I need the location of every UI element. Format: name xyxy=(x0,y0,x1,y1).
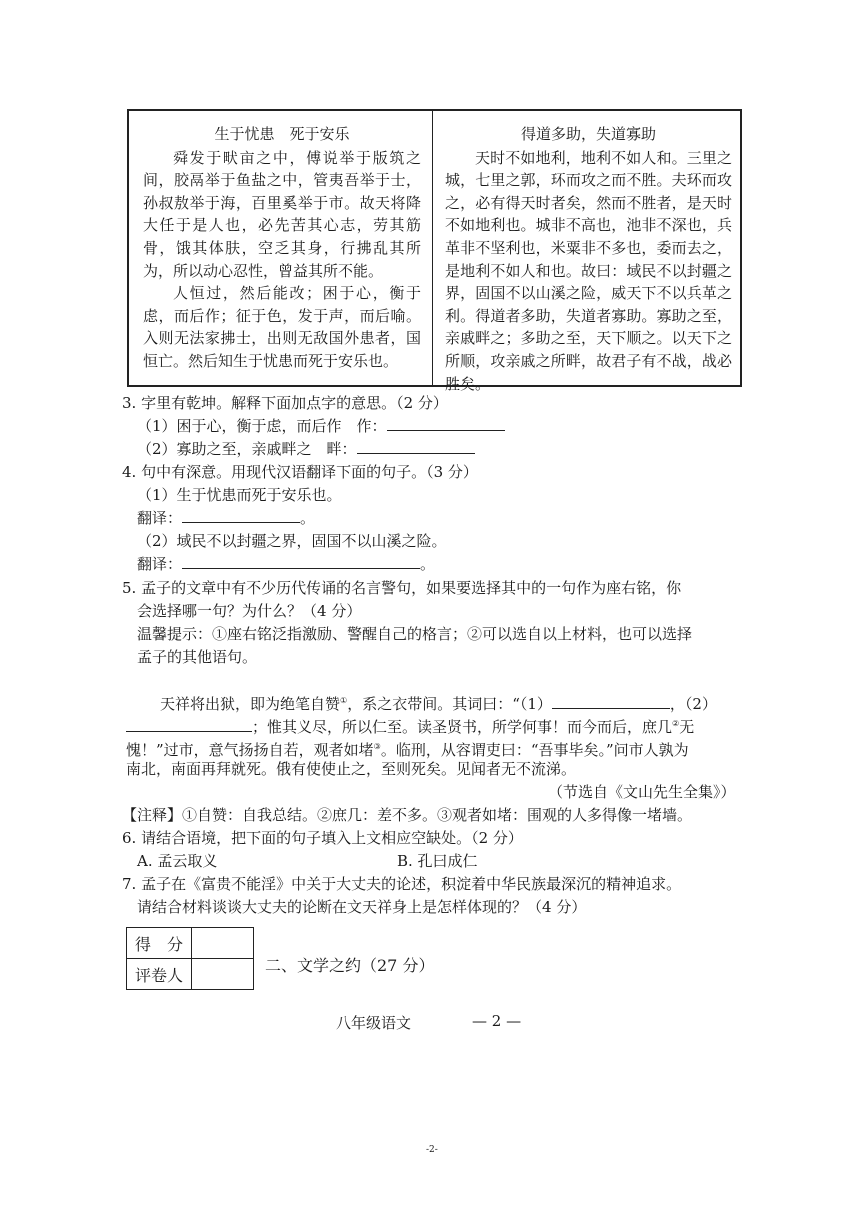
passage-left-title: 生于忧患 死于安乐 xyxy=(214,125,350,143)
q4-translate-label-1: 翻译： xyxy=(137,509,183,527)
q5-line2: 会选择哪一句？为什么？（4 分） xyxy=(137,602,362,620)
q4-blank-2[interactable] xyxy=(182,554,420,569)
passage-right-title: 得道多助，失道寡助 xyxy=(520,125,656,143)
passage-box xyxy=(127,109,742,393)
material-line4: 南北，南面再拜就死。俄有使使止之，至则死矣。见闻者无不流涕。 xyxy=(126,760,577,778)
q5-tip-line2: 孟子的其他语句。 xyxy=(137,648,258,666)
material-sup-2: ② xyxy=(672,719,680,728)
q4-item1: （1）生于忧患而死于安乐也。 xyxy=(137,486,342,504)
q4-period-2: 。 xyxy=(420,555,436,573)
q3-item2 xyxy=(137,438,475,461)
q7-line2: 请结合材料谈谈大丈夫的论断在文天祥身上是怎样体现的？（4 分） xyxy=(137,898,587,916)
material-blank-1[interactable] xyxy=(552,694,670,709)
passage-divider xyxy=(432,111,433,385)
q3-blank-1[interactable] xyxy=(387,416,505,431)
footer-subject: 八年级语文 xyxy=(336,1014,412,1032)
q4-period-1: 。 xyxy=(300,509,316,527)
q4-item2: （2）域民不以封疆之界，固国不以山溪之险。 xyxy=(137,532,447,550)
material-line1-a: 天祥将出狱，即为绝笔自赞 xyxy=(160,695,341,713)
material-line2-b: 无 xyxy=(679,718,695,736)
q6-option-a: A. 孟云取义 xyxy=(137,852,218,870)
material-line2-a: ；惟其义尽，所以仁至。读圣贤书，所学何事！而今而后，庶几 xyxy=(252,718,673,736)
q3-stem: 3. 字里有乾坤。解释下面加点字的意思。（2 分） xyxy=(122,394,448,412)
material-line3-a: 愧！”过市，意气扬扬自若，观者如堵 xyxy=(126,741,374,759)
material-line3-b: 。临刑，从容谓吏曰：“吾事毕矣。”问市人孰为 xyxy=(380,741,689,759)
q4-translate-2 xyxy=(137,553,435,576)
q4-translate-label-2: 翻译： xyxy=(137,555,183,573)
passage-right xyxy=(445,123,732,395)
grader-label: 评卷人 xyxy=(127,959,192,990)
grader-cell[interactable] xyxy=(192,959,254,990)
bottom-page-marker: -2- xyxy=(426,1145,438,1155)
passage-left xyxy=(143,123,421,373)
q6-option-b: B. 孔曰成仁 xyxy=(397,852,478,870)
q4-stem: 4. 句中有深意。用现代汉语翻译下面的句子。（3 分） xyxy=(122,463,478,481)
q3-blank-2[interactable] xyxy=(357,439,475,454)
q7-line1: 7. 孟子在《富贵不能淫》中关于大丈夫的论述，积淀着中华民族最深沉的精神追求。 xyxy=(122,875,682,893)
q5-tip-line1: 温馨提示：①座右铭泛指激励、警醒自己的格言；②可以选自以上材料，也可以选择 xyxy=(137,625,693,643)
score-cell[interactable] xyxy=(192,928,254,959)
material-line1-b: ，系之衣带间。其词曰：“（1） xyxy=(347,695,552,713)
section2-title: 二、文学之约（27 分） xyxy=(265,956,435,975)
material-sup-3: ③ xyxy=(373,742,381,751)
q4-translate-1 xyxy=(137,507,315,530)
passage-left-para-2: 人恒过，然后能改；困于心，衡于虑，而后作；征于色，发于声，而后喻。入则无法家拂士，出则无敌国外患者，国恒亡。然后知生于忧患而死于安乐也。 xyxy=(143,284,421,370)
q3-item1 xyxy=(137,415,505,438)
material-line1-c: ，（2） xyxy=(669,695,717,713)
footer-page-number: — 2 — xyxy=(472,1012,522,1030)
q3-item1-text: （1）困于心，衡于虑，而后作 作： xyxy=(137,417,387,435)
q3-item2-text: （2）寡助之至，亲戚畔之 畔： xyxy=(137,440,357,458)
passage-right-para-1: 天时不如地利，地利不如人和。三里之城，七里之郭，环而攻之而不胜。夫环而攻之，必有得天时者矣，然而不胜者，是天时不如地利也。城非不高也，池非不深也，兵革非不坚利也，米粟非不多也，委而去之，是地利不如人和也。故曰：域民不以封疆之界，固国不以山溪之险，威天下不以兵革之利。得道者多助，失道者寡助。寡助之至，亲戚畔之；多助之至，天下顺之。以天下之所顺，攻亲戚之所畔，故君子有不战，战必胜矣。 xyxy=(445,148,732,393)
material-sup-1: ① xyxy=(340,696,348,705)
material-blank-2[interactable] xyxy=(126,717,252,732)
score-table xyxy=(126,927,254,990)
score-label: 得 分 xyxy=(127,928,192,959)
passage-left-para-1: 舜发于畎亩之中，傅说举于版筑之间，胶鬲举于鱼盐之中，管夷吾举于士，孙叔敖举于海，百里奚举于市。故天将降大任于是人也，必先苦其心志，劳其筋骨，饿其体肤，空乏其身，行拂乱其所为，所以动心忍性，曾益其所不能。 xyxy=(143,148,421,280)
notes: 【注释】①自赞：自我总结。②庶几：差不多。③观者如堵：围观的人多得像一堵墙。 xyxy=(122,806,693,824)
q6-stem: 6. 请结合语境，把下面的句子填入上文相应空缺处。（2 分） xyxy=(122,829,523,847)
q4-blank-1[interactable] xyxy=(182,508,300,523)
material-source: （节选自《文山先生全集》） xyxy=(548,783,736,801)
q5-line1: 5. 孟子的文章中有不少历代传诵的名言警句，如果要选择其中的一句作为座右铭，你 xyxy=(122,579,682,597)
